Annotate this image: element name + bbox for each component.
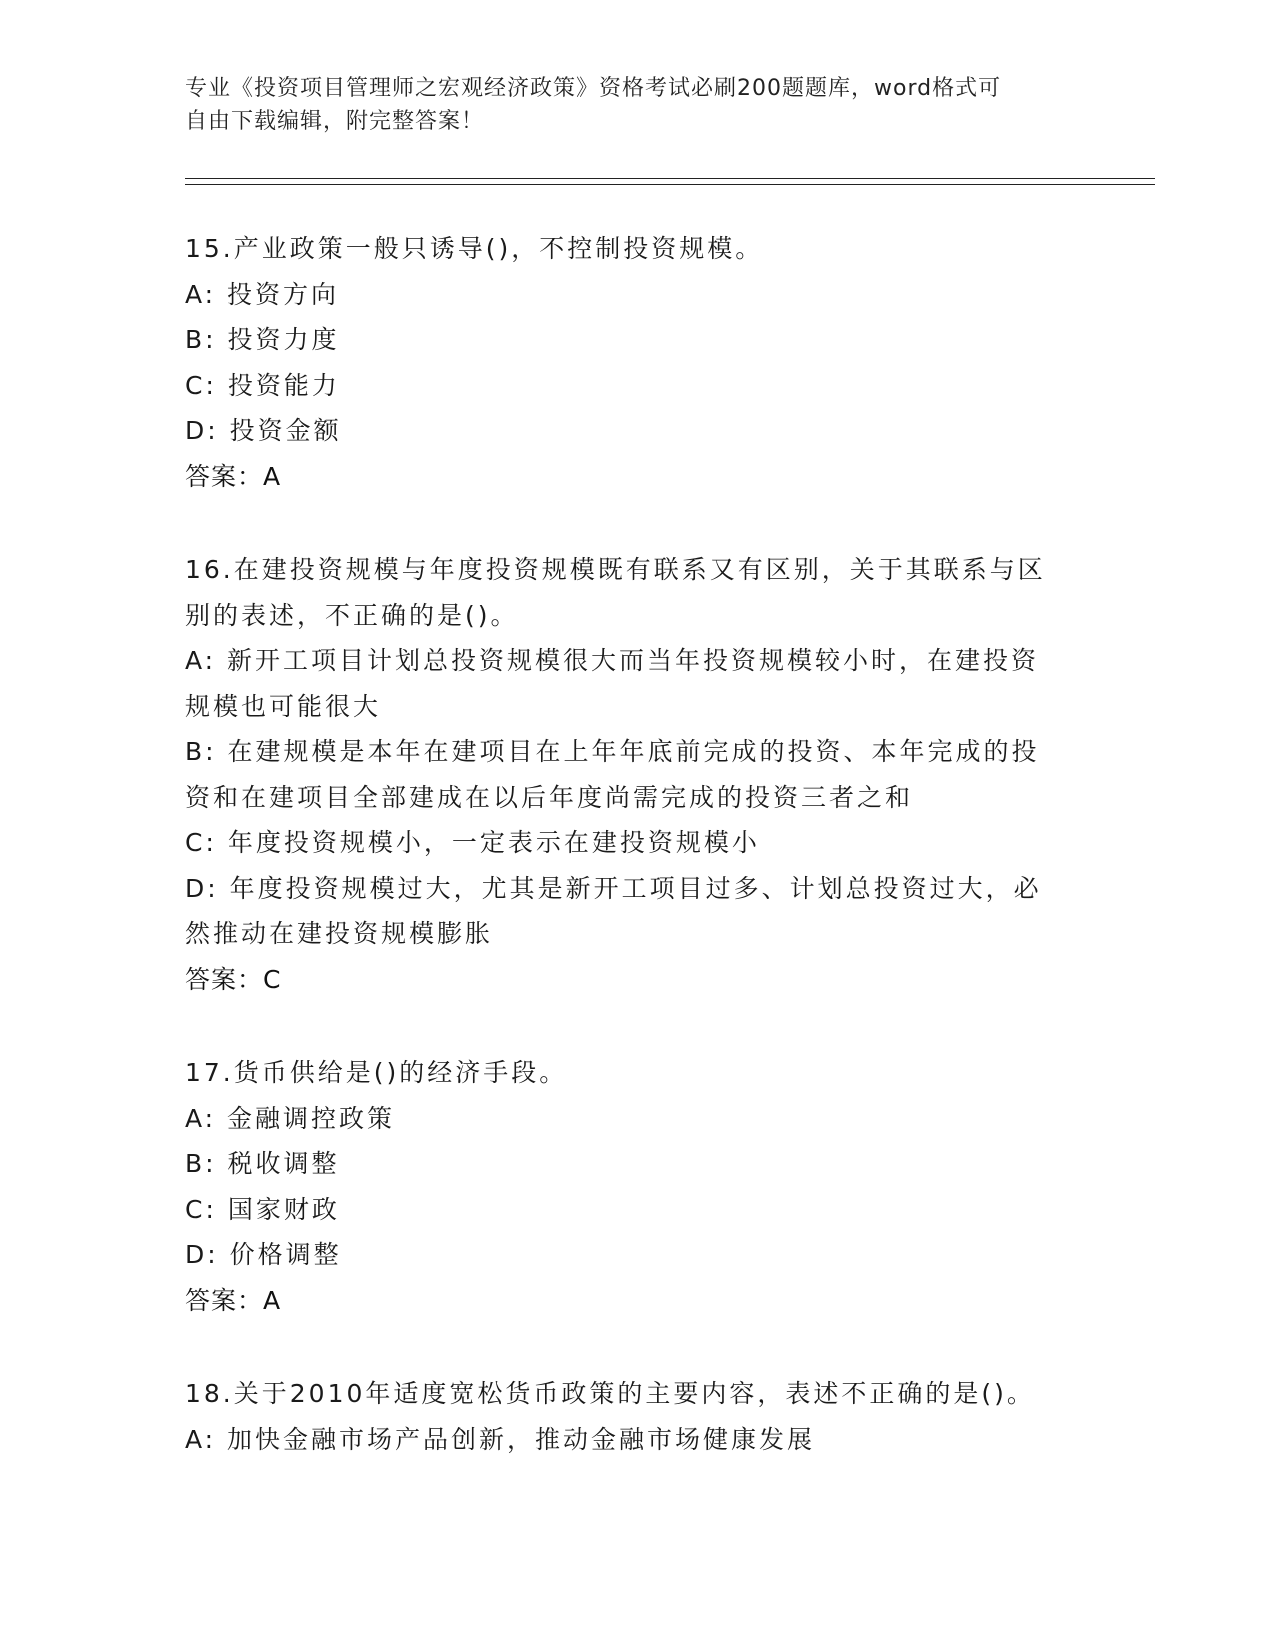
question-list [185, 226, 1085, 1510]
answer-option-line: B: 投资力度 [185, 325, 340, 354]
question-stem-line: 15.产业政策一般只诱导()，不控制投资规模。 [185, 234, 764, 263]
question-block [185, 547, 1085, 1002]
answer-option-line: D: 年度投资规模过大，尤其是新开工项目过多、计划总投资过大，必 [185, 873, 1042, 903]
question-block [185, 1050, 1085, 1323]
header-title-line-1: 专业《投资项目管理师之宏观经济政策》资格考试必刷200题题库，word格式可 [185, 76, 1002, 101]
answer-option-line: D: 投资金额 [185, 416, 342, 445]
answer-option-line: A: 加快金融市场产品创新，推动金融市场健康发展 [185, 1424, 816, 1454]
answer-option-line: C: 投资能力 [185, 370, 340, 400]
header-title-line-2: 自由下载编辑，附完整答案！ [185, 109, 485, 134]
question-stem-line: 17.货币供给是()的经济手段。 [185, 1058, 568, 1087]
answer-option-line: 资和在建项目全部建成在以后年度尚需完成的投资三者之和 [185, 782, 914, 812]
question-block [185, 226, 1085, 499]
answer-option-line: B: 在建规模是本年在建项目在上年年底前完成的投资、本年完成的投 [185, 737, 1040, 766]
answer-option-line: C: 年度投资规模小，一定表示在建投资规模小 [185, 828, 760, 857]
answer-option-line: 规模也可能很大 [185, 691, 382, 721]
question-stem-line: 18.关于2010年适度宽松货币政策的主要内容，表述不正确的是()。 [185, 1379, 1035, 1408]
answer-option-line: B: 税收调整 [185, 1149, 340, 1178]
answer-option-line: A: 新开工项目计划总投资规模很大而当年投资规模较小时，在建投资 [185, 646, 1040, 675]
question-stem-line: 别的表述，不正确的是()。 [185, 600, 519, 630]
question-block [185, 1371, 1085, 1462]
answer-key: 答案：C [185, 964, 282, 994]
document-page [185, 0, 1155, 1650]
question-stem-line: 16.在建投资规模与年度投资规模既有联系又有区别，关于其联系与区 [185, 555, 1046, 584]
answer-key: 答案：A [185, 461, 282, 491]
answer-option-line: 然推动在建投资规模膨胀 [185, 919, 494, 948]
answer-option-line: D: 价格调整 [185, 1240, 342, 1269]
answer-option-line: C: 国家财政 [185, 1194, 340, 1224]
document-header [185, 72, 1085, 138]
answer-option-line: A: 金融调控政策 [185, 1103, 396, 1133]
header-divider [185, 178, 1155, 185]
answer-key: 答案：A [185, 1285, 282, 1315]
answer-option-line: A: 投资方向 [185, 279, 340, 309]
